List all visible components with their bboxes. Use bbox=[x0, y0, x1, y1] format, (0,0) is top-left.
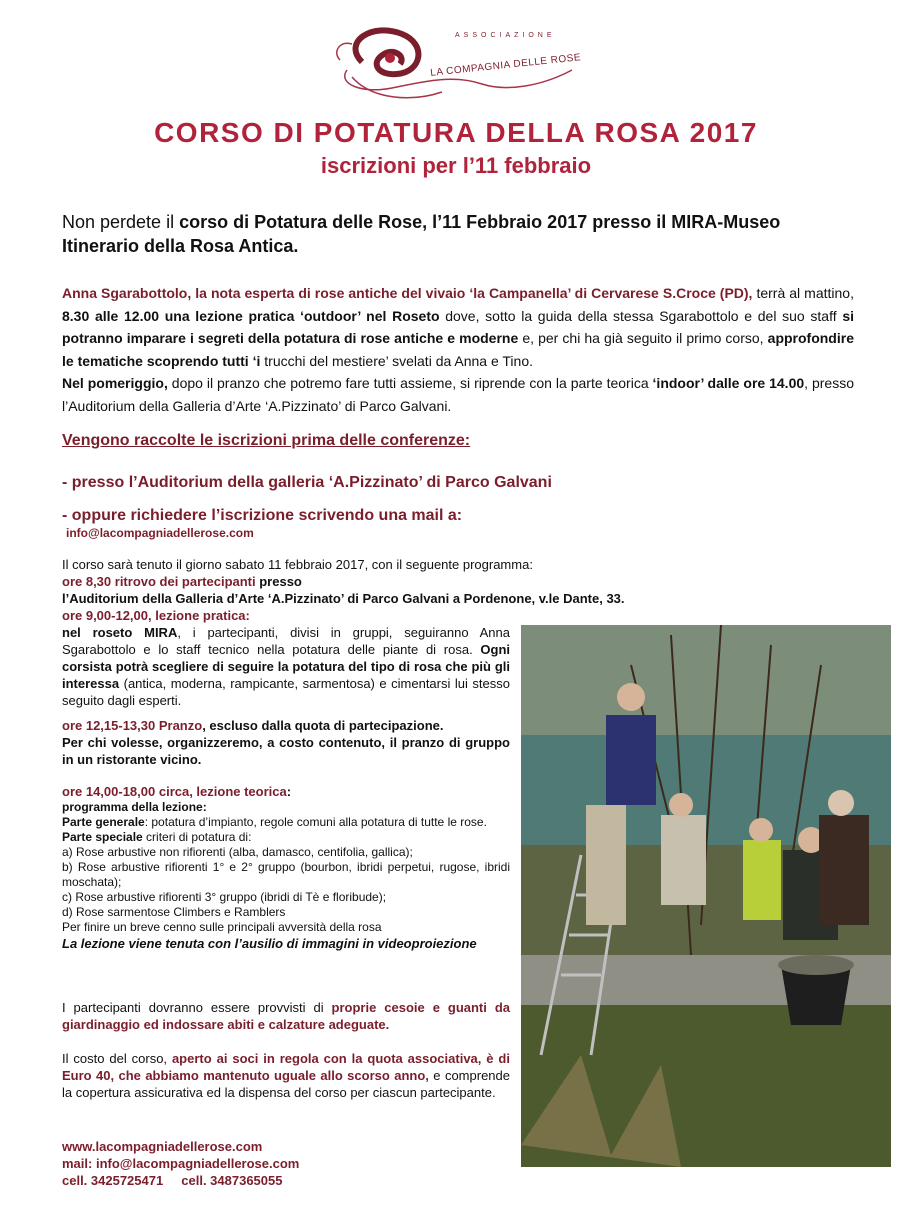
p1-s8: trucchi del mestiere’ svelati da Anna e Tino. bbox=[260, 352, 533, 369]
pruning-course-photo bbox=[521, 625, 891, 1167]
logo-name: LA COMPAGNIA DELLE ROSE bbox=[429, 52, 582, 79]
intro-paragraph bbox=[62, 210, 862, 258]
p2-s1: Nel pomeriggio, bbox=[62, 375, 168, 391]
intro-bold: corso di Potatura delle Rose, l’11 Febbraio 2017 presso il MIRA-Museo Itinerario della Rosa Antica. bbox=[62, 212, 781, 256]
general-text: : potatura d’impianto, regole comuni alla potatura di tutte le rose. bbox=[144, 815, 487, 829]
cost-s1: Il costo del corso, bbox=[62, 1051, 172, 1066]
p1-s4: dove, sotto la guida della stessa Sgarabottolo e del suo staff bbox=[439, 307, 843, 324]
video-note: La lezione viene tenuta con l’ausilio di immagini in videoproiezione bbox=[62, 936, 477, 951]
logo-association: ASSOCIAZIONE bbox=[455, 32, 556, 39]
p1-s6: e, per chi ha già seguito il primo corso, bbox=[518, 330, 768, 346]
description-paragraph bbox=[62, 282, 854, 417]
practice-d: (antica, moderna, rampicante, sarmentosa) e cimentarsi lui stesso seguito dagli esperti. bbox=[62, 676, 510, 708]
theory-colon: : bbox=[286, 784, 292, 799]
equip-s2: proprie cesoie e guanti da giardinaggio ed indossare abiti e calzature adeguate. bbox=[62, 1000, 510, 1032]
equipment-paragraph bbox=[62, 999, 510, 1033]
lunch-time: ore 12,15-13,30 Pranzo bbox=[62, 718, 203, 733]
enroll-email[interactable]: info@lacompagniadellerose.com bbox=[66, 526, 254, 540]
practice-b: , i partecipanti, divisi in gruppi, seguiranno Anna Sgarabottolo e lo staff tecnico nella potatura delle piante di rosa. bbox=[62, 625, 510, 657]
enroll-option-2: - oppure richiedere l’iscrizione scrivendo una mail a: bbox=[62, 507, 463, 524]
practice-description bbox=[62, 624, 510, 709]
special-text: criteri di potatura di: bbox=[142, 830, 252, 844]
page-title: CORSO DI POTATURA DELLA ROSA 2017 bbox=[154, 117, 758, 148]
p1-s3: 8.30 alle 12.00 una lezione pratica ‘outdoor’ nel Roseto bbox=[62, 307, 440, 324]
equip-s1: I partecipanti dovranno essere provvisti di bbox=[62, 1000, 332, 1015]
lunch-note: , escluso dalla quota di partecipazione. bbox=[202, 718, 444, 733]
p1-s2: terrà al mattino, bbox=[752, 285, 854, 301]
enroll-option-1: - presso l’Auditorium della galleria ‘A.Pizzinato’ di Parco Galvani bbox=[62, 474, 552, 491]
footer-mail[interactable]: mail: info@lacompagniadellerose.com bbox=[62, 1156, 300, 1171]
page-subtitle: iscrizioni per l’11 febbraio bbox=[320, 153, 592, 178]
lunch-extra: Per chi volesse, organizzeremo, a costo contenuto, il pranzo di gruppo in un ristorante vicino. bbox=[62, 735, 510, 767]
program-intro bbox=[62, 556, 682, 624]
p1-s1: Anna Sgarabottolo, la nota esperta di rose antiche del vivaio ‘la Campanella’ di Cervarese S.Croce (PD), bbox=[62, 285, 753, 301]
enroll-heading: Vengono raccolte le iscrizioni prima delle conferenze: bbox=[62, 432, 471, 449]
practice-a: nel roseto MIRA bbox=[62, 625, 178, 640]
p2-s2: dopo il pranzo che potremo fare tutti assieme, si riprende con la parte teorica bbox=[167, 375, 653, 391]
p1-s5: si potranno imparare i segreti della potatura di rose antiche e moderne bbox=[62, 307, 854, 346]
cost-paragraph bbox=[62, 1050, 510, 1101]
list-item: a) Rose arbustive non rifiorenti (alba, damasco, centifolia, gallica); bbox=[62, 845, 413, 859]
theory-program-label: programma della lezione: bbox=[62, 800, 207, 814]
cost-s2: aperto ai soci in regola con la quota associativa, è di Euro 40, che abbiamo mantenuto uguale allo scorso anno, bbox=[62, 1051, 510, 1083]
lunch-section bbox=[62, 717, 510, 768]
special-label: Parte speciale bbox=[62, 830, 143, 844]
program-intro-text: Il corso sarà tenuto il giorno sabato 11 febbraio 2017, con il seguente programma: bbox=[62, 557, 533, 572]
p1-s7: approfondire le tematiche scoprendo tutti ‘i bbox=[62, 330, 854, 369]
practice-time: ore 9,00-12,00, lezione pratica: bbox=[62, 608, 250, 623]
theory-time: ore 14,00-18,00 circa, lezione teorica bbox=[62, 784, 287, 799]
finish-note: Per finire un breve cenno sulle principali avversità della rosa bbox=[62, 920, 382, 934]
practice-c: Ogni corsista potrà scegliere di seguire la potatura del tipo di rosa che più gli interessa bbox=[62, 642, 510, 691]
cost-s3: e comprende la copertura assicurativa ed la dispensa del corso per ciascun partecipante. bbox=[62, 1068, 510, 1100]
intro-text: Non perdete il bbox=[62, 212, 180, 232]
meet-place: l’Auditorium della Galleria d’Arte ‘A.Pizzinato’ di Parco Galvani a Pordenone, v.le Dante, 33. bbox=[62, 591, 625, 606]
p2-s3: ‘indoor’ dalle ore 14.00 bbox=[652, 375, 805, 391]
theory-section bbox=[62, 783, 510, 952]
footer-phones: cell. 3425725471 cell. 3487365055 bbox=[62, 1173, 283, 1188]
p2-s4: , presso l’Auditorium della Galleria d’Arte ‘A.Pizzinato’ di Parco Galvani. bbox=[62, 375, 854, 414]
footer-website[interactable]: www.lacompagniadellerose.com bbox=[62, 1139, 263, 1154]
list-item: d) Rose sarmentose Climbers e Ramblers bbox=[62, 905, 286, 919]
meet-at: presso bbox=[255, 574, 302, 589]
meet-time: ore 8,30 ritrovo dei partecipanti bbox=[62, 574, 256, 589]
list-item: c) Rose arbustive rifiorenti 3° gruppo (ibridi di Tè e floribude); bbox=[62, 890, 387, 904]
list-item: b) Rose arbustive rifiorenti 1° e 2° gruppo (bourbon, ibridi perpetui, rugose, ibridi moschata); bbox=[62, 860, 510, 889]
footer-contacts bbox=[62, 1138, 299, 1189]
general-label: Parte generale bbox=[62, 815, 145, 829]
